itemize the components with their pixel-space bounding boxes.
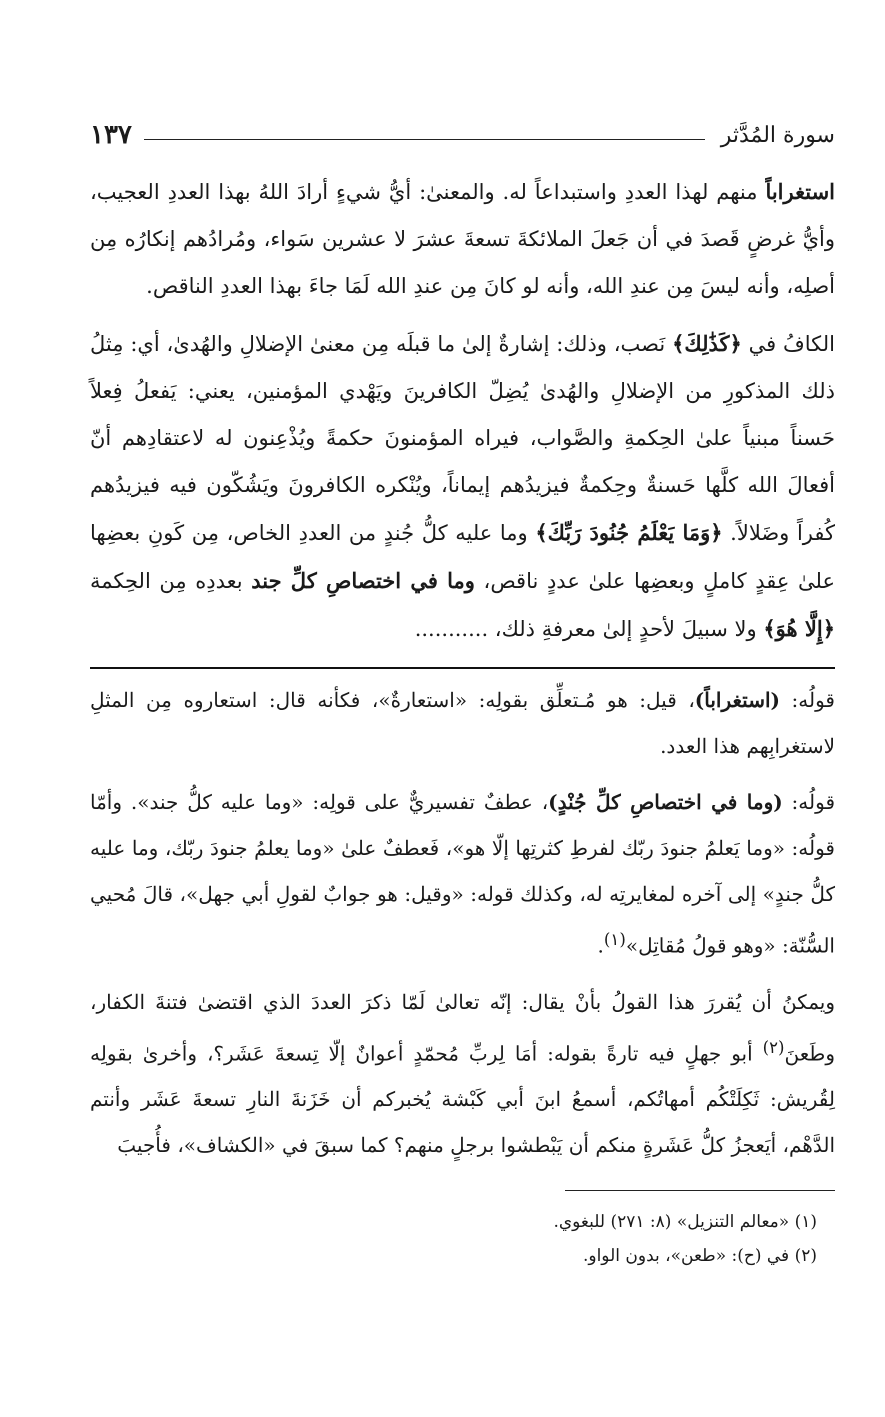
paragraph-text: ويمكنُ أن يُقررَ هذا القولُ بأنْ يقال: إنّه تعالىٰ لَمّا ذكرَ العددَ الذي اقتضىٰ فتنةَ الكفار، وطَعنَ [90,989,835,1066]
footnote-2: (٢) في (ح): «طعن»، بدون الواو. [582,1246,817,1267]
paragraph-text: منهم لهذا العددِ واستبداعاً له. والمعنىٰ: أيُّ شيءٍ أرادَ اللهُ بهذا العددِ العجيب، وأيُّ غرضٍ قَصدَ في أن جَعلَ الملائكةَ تسعةَ عشرَ لا عشرين سَواء، ومُرادُهم إنكارُه مِن أصلِه، وأنه ليسَ مِن عندِ الله، وأنه لو كانَ مِن عندِ الله لَمَا جاءَ بهذا العددِ الناقص. [90,180,835,298]
paragraph-text: ولا سبيلَ لأحدٍ إلىٰ معرفةِ ذلك، ........... [414,617,764,641]
commentary-paragraph-1 [90,677,835,769]
paragraph-text: . [597,933,604,958]
paragraph-text: قولُه: [779,688,835,712]
quran-quote: ﴿كَذَٰلِكَ﴾ [672,331,742,356]
paragraph-text: نَصب، وذلك: إشارةٌ إلىٰ ما قبلَه مِن معنىٰ الإضلالِ والهُدىٰ، أي: مِثلُ ذلك المذكورِ من الإضلالِ والهُدىٰ يُضِلّ الكافرينَ ويَهْدي المؤمنين، يعني: يَفعلُ فِعلاً حَسناً مبنياً علىٰ الحِكمةِ والصَّواب، فيراه المؤمنونَ حكمةً ويُذْعِنون له لاعتقادِهم أنّ أفعالَ الله كلَّها حَسنةٌ وحِكمةٌ فيزيدُهم إيماناً، ويُنْكره الكافرونَ ويَشُكّون فيه فيزيدُهم كُفراً وضَلالاً. [90,332,835,545]
bold-term: (وما في اختصاصِ كلِّ جُنْدٍ) [548,790,783,814]
commentary-paragraph-3 [90,979,835,1169]
paragraph-text: ، قيل: هو مُـتعلِّق بقولِه: «استعارةٌ»، فكأنه قال: استعاروه مِن المثلِ لاستغرابِهم هذا العدد. [90,688,835,758]
surah-title: سورة المُدَّثر [720,122,835,148]
paragraph-text: ، عطفٌ تفسيريٌّ على قولِه: «وما عليه كلُّ جند». وأمّا قولُه: «وما يَعلمُ جنودَ ربّك لفرطِ كثرتِها إلّا هو»، فَعطفٌ علىٰ «وما يعلمُ جنودَ ربّك، وما عليه كلُّ جندٍ» إلى آخره لمغايرتِه له، وكذلك قوله: «وقيل: هو جوابٌ لقولِ أبي جهل»، قالَ مُحيي السُّنّة: «وهو قولُ مُقاتِل» [90,790,835,958]
book-page [90,110,835,1273]
footnote-ref[interactable]: (١) [603,930,626,949]
footnote-rule [565,1190,835,1191]
bold-term: (استغراباً) [694,688,780,712]
header-rule [144,139,705,140]
bold-term: وما في اختصاصِ كلِّ جند [251,568,475,593]
page-header [90,110,835,160]
quran-quote: ﴿وَمَا يَعْلَمُ جُنُودَ رَبِّكَ﴾ [535,520,723,545]
paragraph-text: وما عليه كلُّ جُندٍ من العددِ الخاص، مِن كَونِ بعضِها علىٰ عِقدٍ كاملٍ وبعضِها علىٰ عددٍ ناقص، [90,521,836,593]
paragraph-text: قولُه: [782,790,836,814]
paragraph-text: أبو جهلٍ فيه تارةً بقوله: أمَا لِربِّ مُحمّدٍ أعوانٌ إلّا تِسعةَ عَشَر؟، وأخرىٰ بقولِه لِقُريش: ثَكِلَتْكُم أمهاتُكم، أسمعُ ابنَ أبي كَبْشة يُخبركم أن خَزَنةَ النارِ تسعةَ عَشَر وأنتم الدَّهْم، أيَعجزُ كلُّ عَشَرةٍ منكم أن يَبْطشوا برجلٍ منهم؟ كما سبقَ في «الكشاف»، فأُجيبَ [90,1041,835,1158]
quran-quote: ﴿إِلَّا هُوَ﴾ [763,616,835,641]
main-paragraph-1 [90,168,835,310]
main-paragraph-2 [90,320,835,653]
bold-term: استغراباً [765,179,835,204]
footnote-ref[interactable]: (٢) [762,1037,785,1057]
commentary-paragraph-2 [90,779,835,969]
page-number: ١٣٧ [90,120,132,150]
section-divider [90,667,835,669]
footnote-1: (١) «معالم التنزيل» (٨: ٢٧١) للبغوي. [553,1212,817,1233]
paragraph-text: الكافُ في [741,332,835,356]
paragraph-text: بعددِه مِن الحِكمة [90,569,252,593]
